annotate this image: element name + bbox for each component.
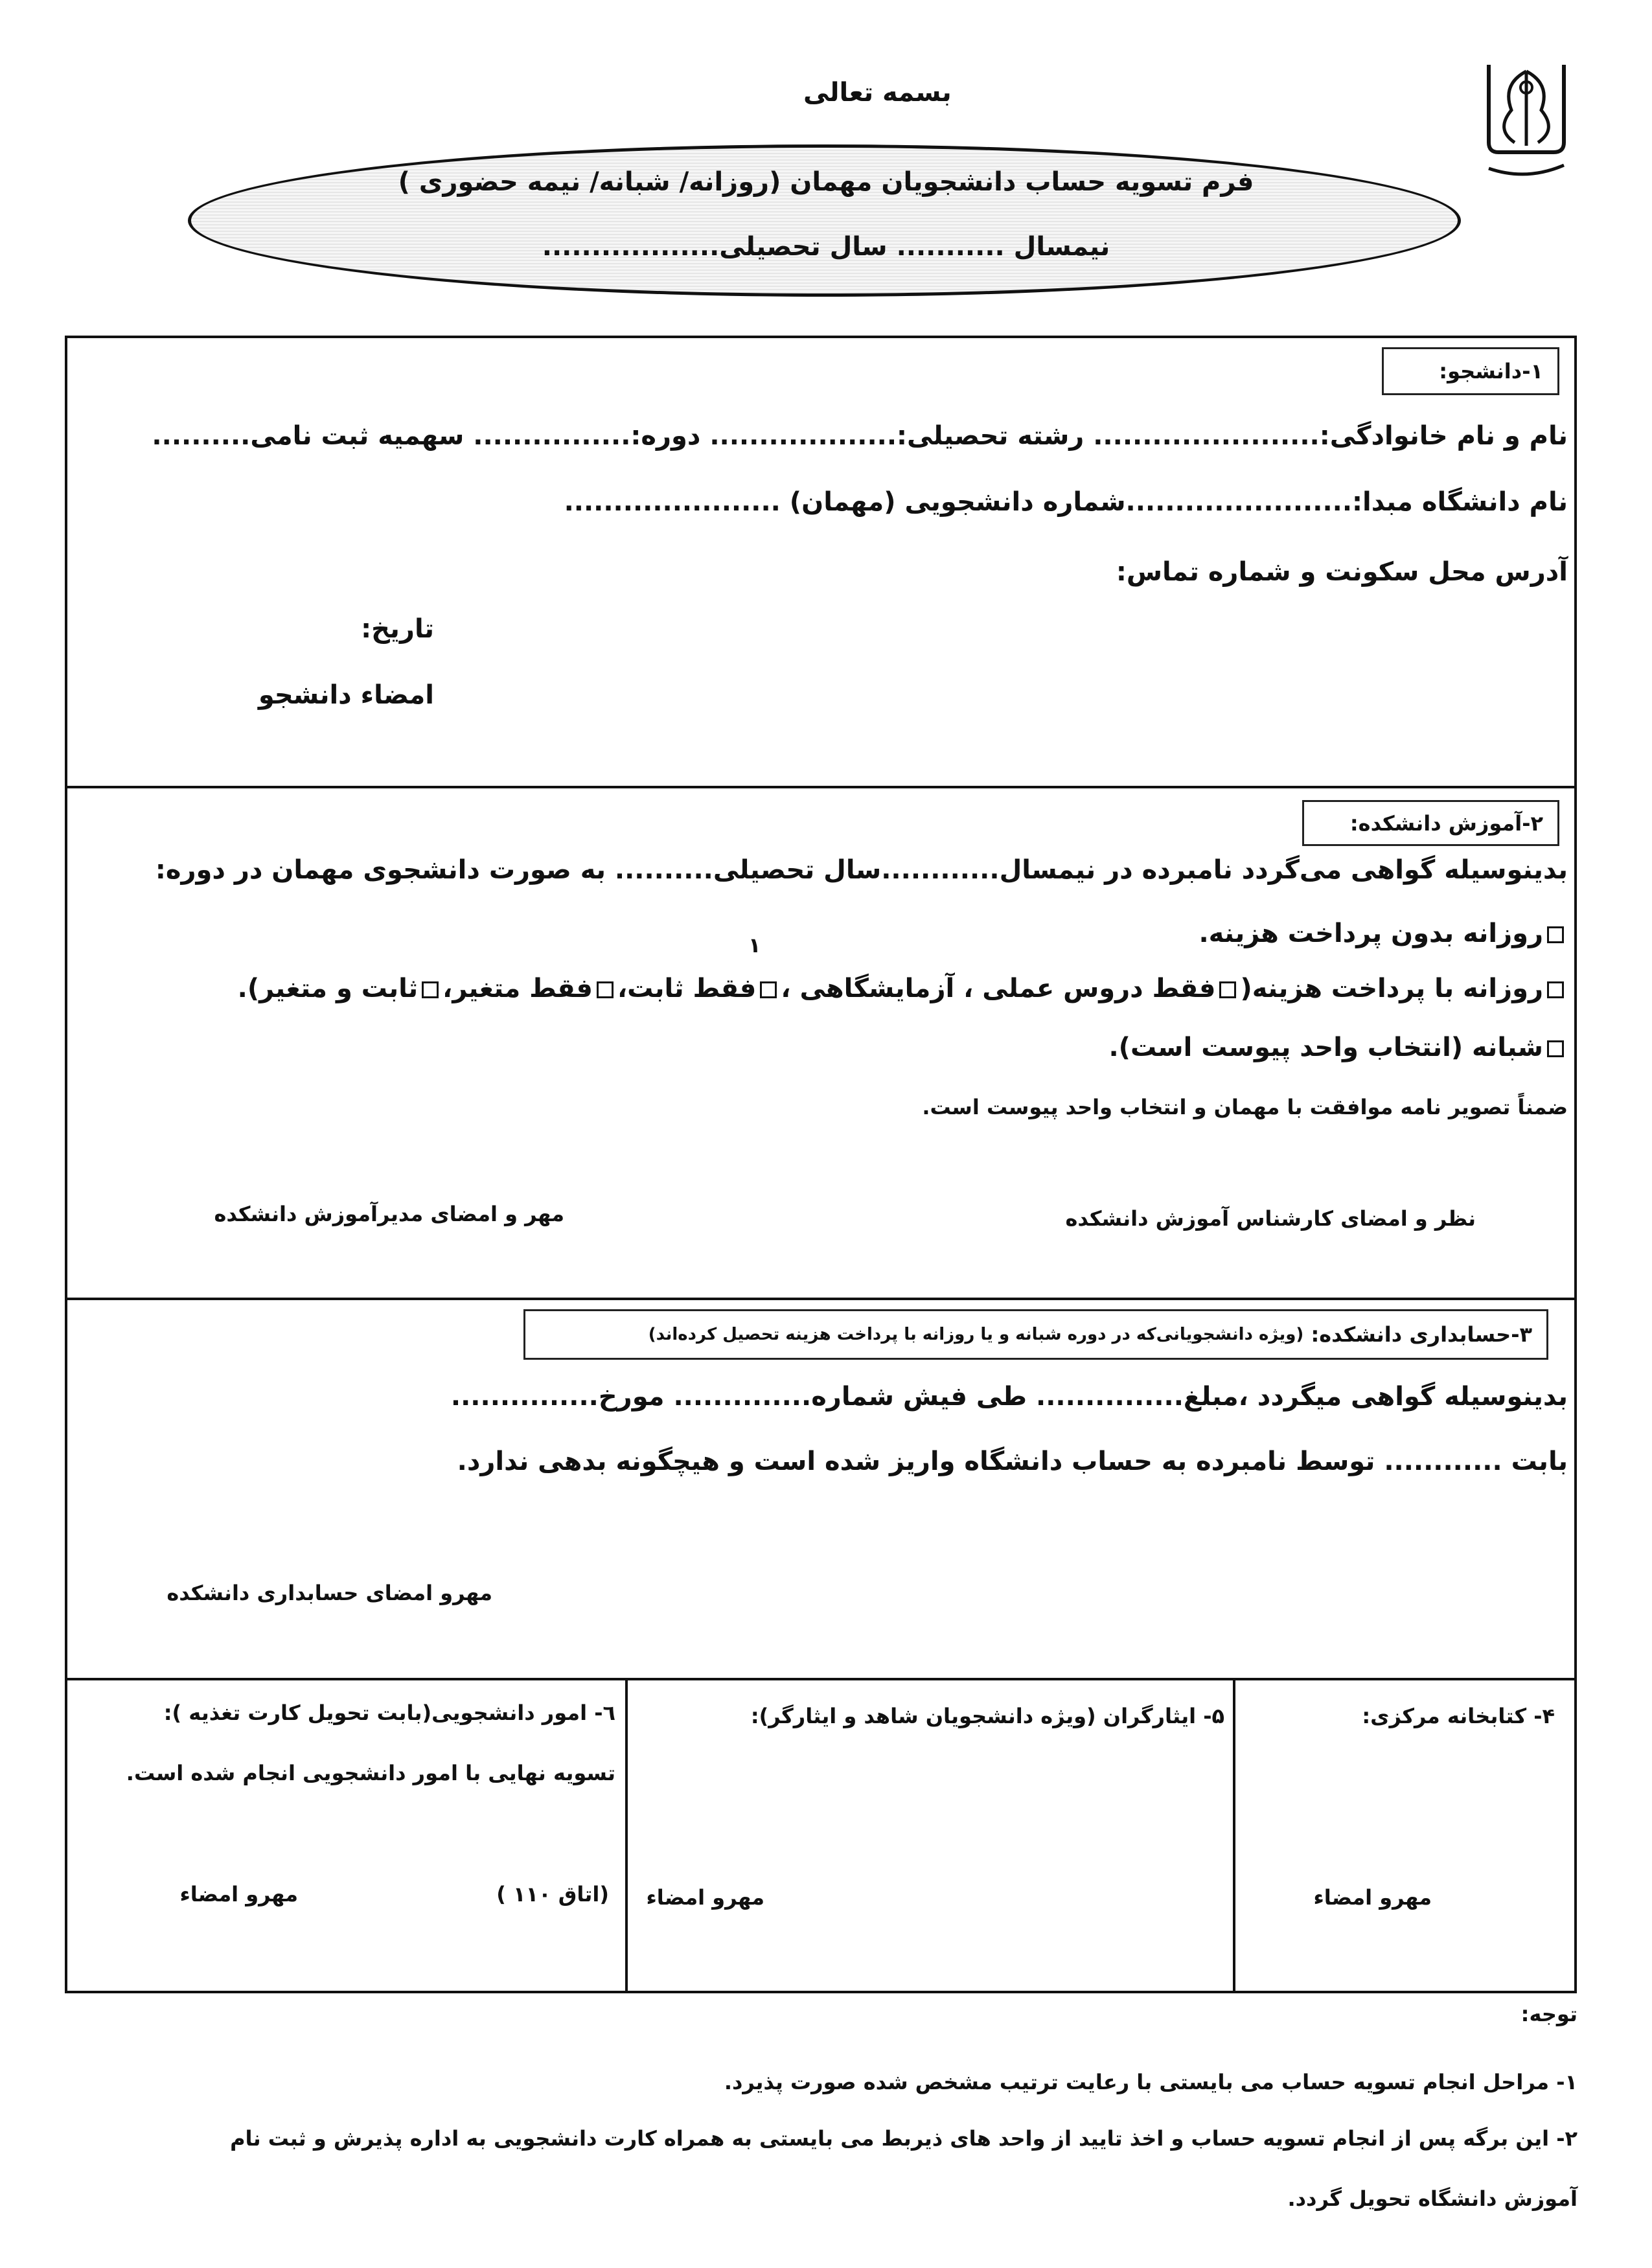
- payment-line[interactable]: بدینوسیله گواهی میگردد ،مبلغ............... طی فیش شماره.............. مورخ...............: [450, 1382, 1568, 1412]
- option-evening[interactable]: [1108, 1033, 1568, 1062]
- divider: [65, 786, 1577, 788]
- form-title: فرم تسویه حساب دانشجویان مهمان (روزانه/ شبانه/ نیمه حضوری ): [398, 167, 1254, 197]
- origin-university-line[interactable]: نام دانشگاه مبدا:.......................شماره دانشجویی (مهمان) ......................: [564, 487, 1568, 517]
- library-signature-label: مهرو امضاء: [1313, 1885, 1432, 1910]
- note-item-1: ۱- مراحل انجام تسویه حساب می بایستی با رعایت ترتیب مشخص شده صورت پذیرد.: [724, 2070, 1577, 2094]
- checkbox[interactable]: [1547, 926, 1564, 943]
- section3-label-note: (ویژه دانشجویانی‌که در دوره شبانه و یا روزانه با پرداخت هزینه تحصیل کرده‌اند): [648, 1325, 1304, 1344]
- veterans-signature-label: مهرو امضاء: [646, 1885, 764, 1910]
- section2-statement[interactable]: بدینوسیله گواهی می‌گردد نامبرده در نیمسال............سال تحصیلی.......... به صورت دانشجوی مهمان در دوره:: [155, 855, 1568, 885]
- option-label: فقط ثابت،: [617, 974, 757, 1003]
- room-number: (اتاق ۱۱۰ ): [496, 1882, 609, 1907]
- address-line[interactable]: آدرس محل سکونت و شماره تماس:: [1116, 557, 1568, 587]
- checkbox[interactable]: [1547, 1040, 1564, 1057]
- section6-label: ٦- امور دانشجویی(بابت تحویل کارت تغذیه ):: [163, 1701, 615, 1725]
- section2-label: ۲-آموزش دانشکده:: [1302, 800, 1559, 846]
- student-signature-label: امضاء دانشجو: [258, 680, 434, 710]
- section1-label: ۱-دانشجو:: [1382, 347, 1559, 395]
- stray-mark: ۱: [748, 933, 761, 957]
- option-daytime-free[interactable]: [1199, 919, 1568, 948]
- university-logo: [1476, 58, 1577, 185]
- form-subtitle: نیمسال ........... سال تحصیلی..................: [542, 232, 1110, 262]
- option-label: ثابت و متغیر).: [237, 974, 419, 1003]
- section2-note: ضمناً تصویر نامه موافقت با مهمان و انتخاب واحد پیوست است.: [922, 1095, 1568, 1119]
- manager-signature-label: مهر و امضای مدیرآموزش دانشکده: [214, 1202, 564, 1226]
- basmala: بسمه تعالی: [803, 78, 952, 108]
- divider: [65, 1298, 1577, 1300]
- date-label: تاریخ:: [361, 614, 434, 644]
- section3-label: [523, 1309, 1548, 1360]
- payment-purpose-line[interactable]: بابت ............ توسط نامبرده به حساب دانشگاه واریز شده است و هیچگونه بدهی ندارد.: [457, 1447, 1568, 1476]
- section3-label-text: ۳-حسابداری دانشکده:: [1311, 1322, 1532, 1347]
- expert-signature-label: نظر و امضای کارشناس آموزش دانشکده: [1065, 1206, 1476, 1231]
- student-name-line[interactable]: نام و نام خانوادگی:....................... رشته تحصیلی:................... دوره:................ سهمیه ثبت نامی..........: [152, 421, 1568, 451]
- option-label: شبانه (انتخاب واحد پیوست است).: [1108, 1033, 1543, 1062]
- divider: [625, 1678, 628, 1993]
- option-label: روزانه با پرداخت هزینه(: [1240, 974, 1543, 1003]
- note-item-2-continued: آموزش دانشگاه تحویل گردد.: [1287, 2186, 1577, 2211]
- option-label: روزانه بدون پرداخت هزینه.: [1199, 919, 1543, 948]
- logo-emblem-icon: [1476, 58, 1577, 185]
- checkbox[interactable]: [597, 981, 614, 998]
- divider: [65, 1678, 1577, 1680]
- student-affairs-signature-label: مهرو امضاء: [179, 1882, 298, 1907]
- section5-label: ۵- ایثارگران (ویژه دانشجویان شاهد و ایثارگر):: [750, 1704, 1224, 1728]
- option-label: فقط دروس عملی ، آزمایشگاهی ،: [781, 974, 1216, 1003]
- checkbox[interactable]: [422, 981, 439, 998]
- option-label: فقط متغیر،: [442, 974, 593, 1003]
- section6-text: تسویه نهایی با امور دانشجویی انجام شده است.: [126, 1761, 615, 1785]
- checkbox[interactable]: [760, 981, 777, 998]
- option-daytime-paid[interactable]: [238, 974, 1568, 1003]
- checkbox[interactable]: [1219, 981, 1236, 998]
- divider: [1233, 1678, 1235, 1993]
- checkbox[interactable]: [1547, 981, 1564, 998]
- notes-title: توجه:: [1520, 2002, 1577, 2026]
- section4-label: ۴- کتابخانه مرکزی:: [1362, 1704, 1555, 1728]
- note-item-2: ۲- این برگه پس از انجام تسویه حساب و اخذ تایید از واحد های ذیربط می بایستی به همراه کارت دانشجویی به اداره پذیرش و ثبت نام: [230, 2126, 1577, 2151]
- accounting-signature-label: مهرو امضای حسابداری دانشکده: [166, 1581, 492, 1605]
